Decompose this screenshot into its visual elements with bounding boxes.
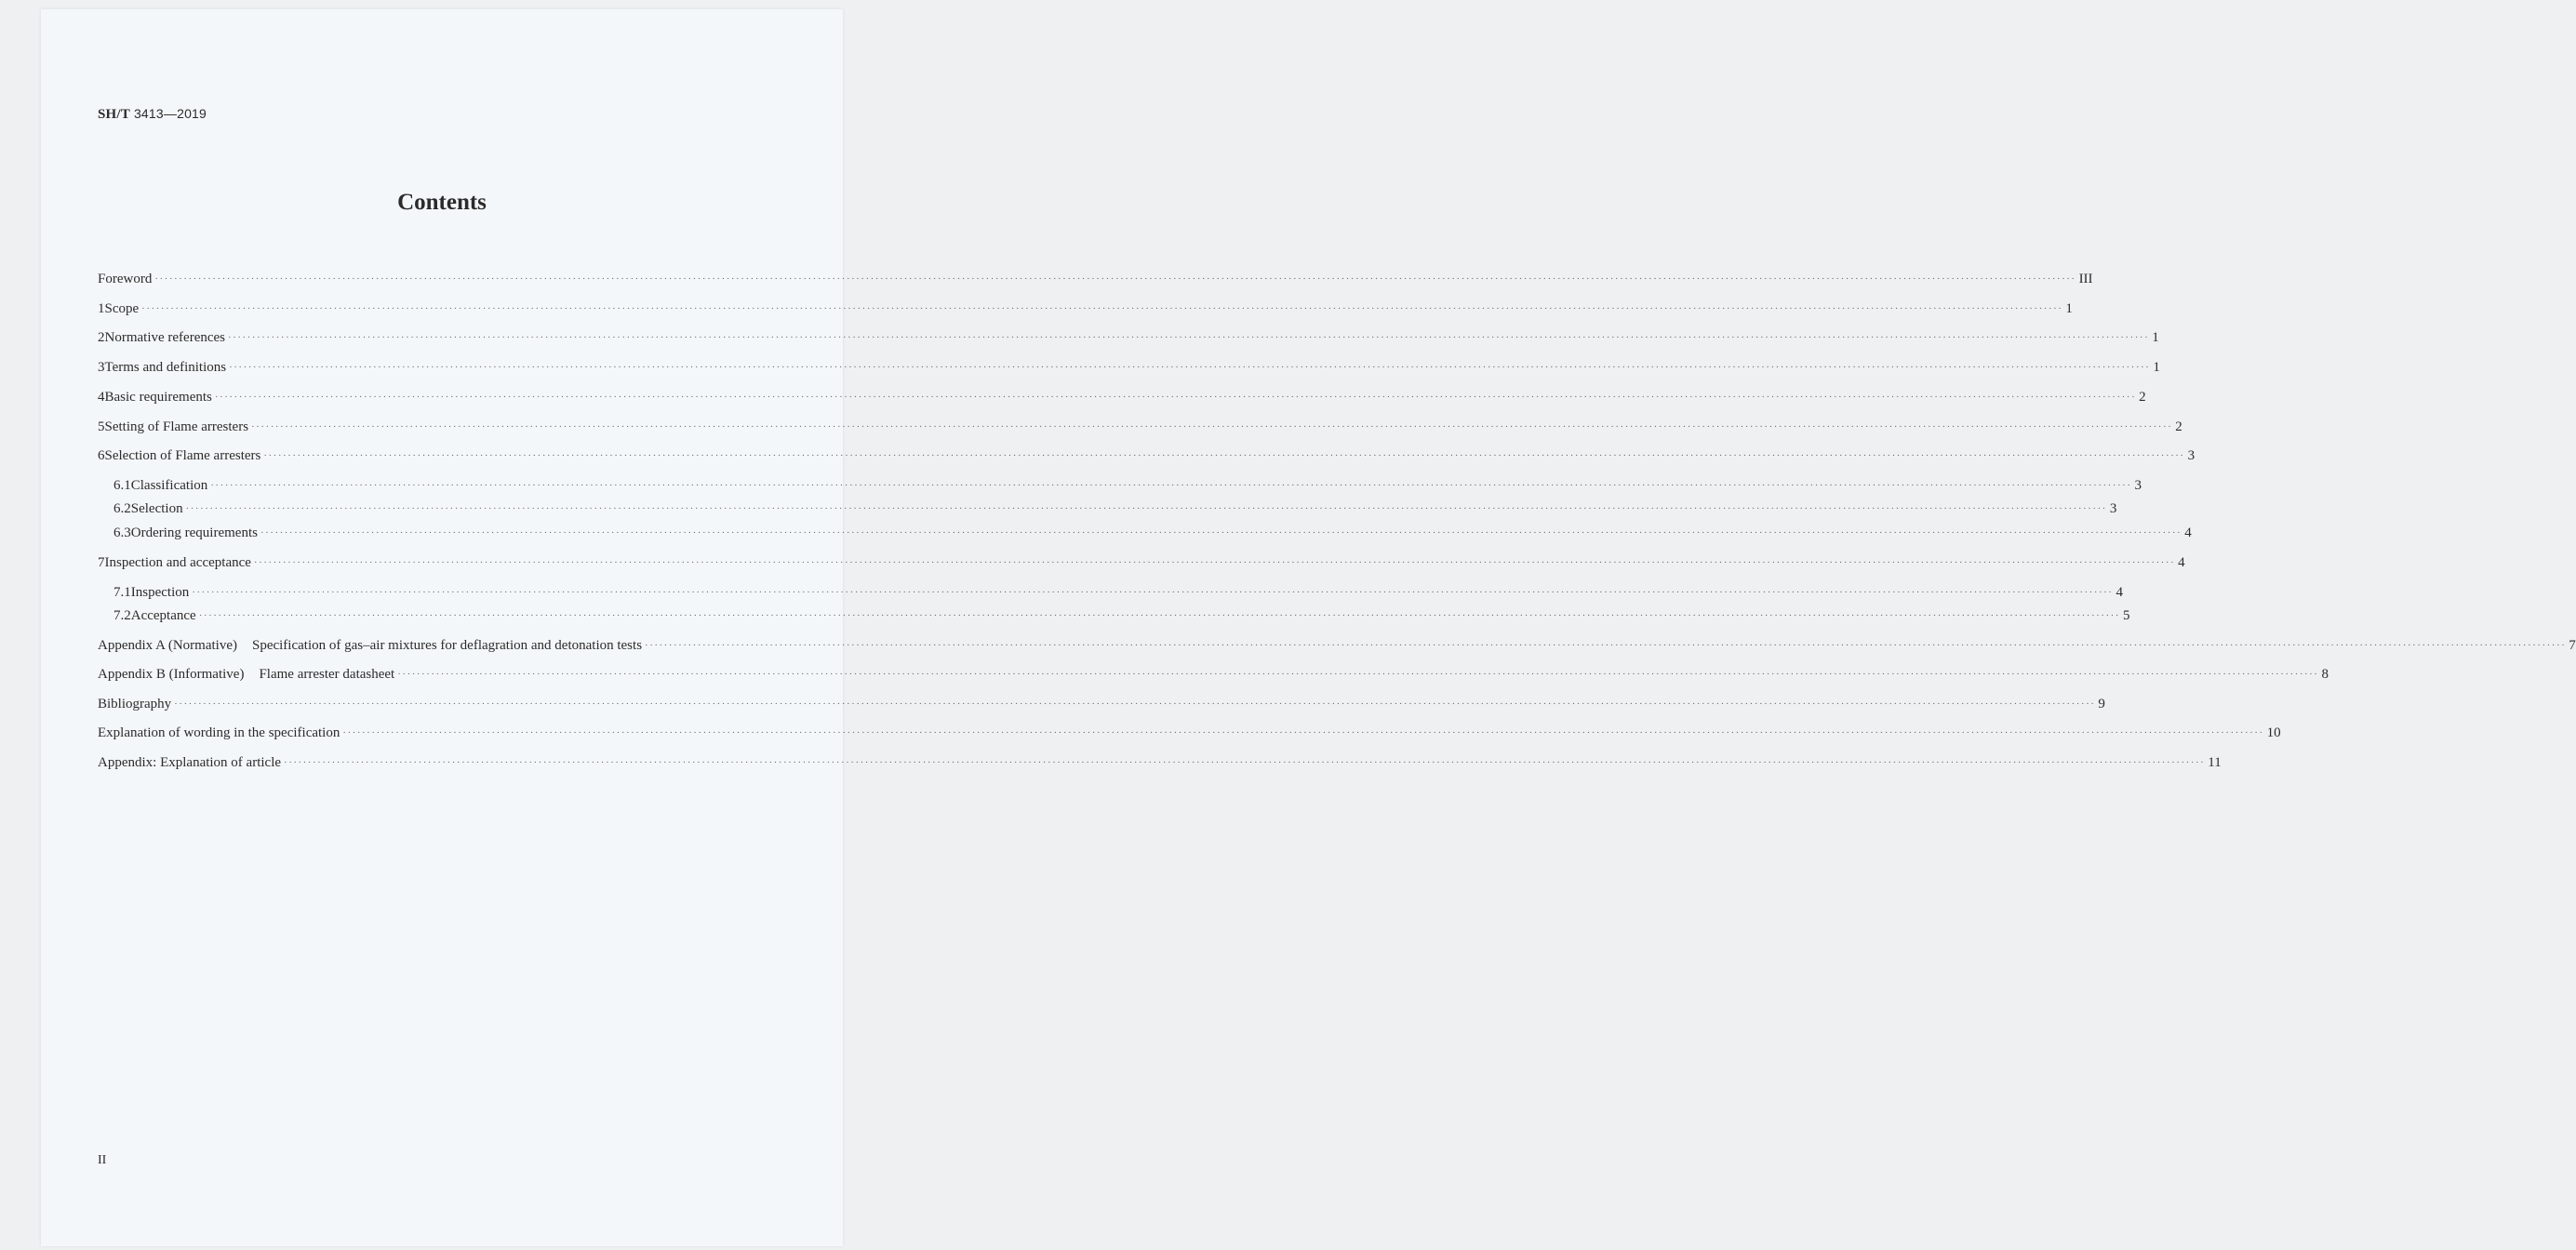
toc-entry-basic-requirements[interactable] (98, 390, 2146, 410)
toc-entry-number: 4 (98, 390, 105, 405)
toc-entry-label (98, 638, 642, 654)
toc-entry-label: Appendix: Explanation of article (98, 755, 282, 770)
toc-entry-page: 10 (2266, 725, 2281, 740)
appendix-prefix: Appendix A (Normative) (98, 638, 237, 653)
toc-entry-page: 3 (2187, 448, 2196, 463)
standard-number: 3413—2019 (133, 106, 207, 121)
toc-entry-label: Selection (130, 501, 183, 516)
toc-entry-page: 4 (2184, 525, 2192, 540)
toc-entry-page: III (2078, 272, 2093, 286)
toc-entry-label: Setting of Flame arresters (104, 419, 249, 434)
dot-leader: ················································································································································································································································································································································································································ (214, 392, 2137, 403)
appendix-prefix: Appendix B (Informative) (98, 667, 245, 682)
toc-entry-foreword[interactable] (98, 272, 2093, 292)
toc-entry-number: 5 (98, 419, 105, 434)
toc-entry-label (98, 667, 394, 683)
dot-leader: ················································································································································································································································································································································································································ (174, 698, 2096, 710)
toc-entry-page: 2 (2139, 390, 2146, 405)
toc-entry-page: 1 (2153, 360, 2160, 375)
toc-entry-page: 3 (2109, 501, 2117, 516)
toc-entry-bibliography[interactable] (98, 697, 2105, 717)
toc-entry-label: Selection of Flame arresters (104, 448, 261, 463)
toc-entry-explanation-wording[interactable] (98, 725, 2281, 746)
dot-leader: ················································································································································································································································································································································································································ (263, 450, 2185, 461)
dot-leader: ················································································································································································································································································································································································································ (251, 421, 2173, 432)
dot-leader: ················································································································································································································································································································································································································ (284, 757, 2206, 768)
toc-entry-page: 1 (2065, 301, 2073, 316)
toc-entry-label: Foreword (98, 272, 153, 286)
toc-entry-inspection[interactable] (98, 585, 2123, 605)
dot-leader: ················································································································································································································································································································································································································ (260, 527, 2182, 539)
dot-leader: ················································································································································································································································································································································································································ (228, 332, 2150, 343)
toc-entry-selection-flame-arresters[interactable] (98, 448, 2196, 469)
toc-entry-number: 2 (98, 330, 105, 345)
toc-entry-number: 1 (98, 301, 105, 316)
dot-leader: ················································································································································································································································································································································································································ (141, 303, 2063, 314)
toc-entry-selection[interactable] (98, 501, 2117, 522)
toc-entry-label: Bibliography (98, 697, 172, 711)
toc-entry-label: Inspection (130, 585, 190, 600)
dot-leader: ················································································································································································································································································································································································································ (210, 480, 2132, 491)
toc-entry-page: 8 (2321, 667, 2329, 682)
toc-entry-page: 3 (2134, 478, 2142, 493)
toc-entry-ordering-requirements[interactable] (98, 525, 2192, 546)
toc-entry-acceptance[interactable] (98, 608, 2130, 629)
dot-leader: ················································································································································································································································································································································································································ (198, 610, 2120, 621)
toc-entry-number: 7.2 (113, 608, 131, 623)
page-title: Contents (397, 190, 487, 215)
dot-leader: ················································································································································································································································································································································································································ (154, 273, 2076, 285)
toc-entry-page: 5 (2122, 608, 2130, 623)
toc-entry-number: 6.2 (113, 501, 131, 516)
dot-leader: ················································································································································································································································································································································································································ (253, 557, 2176, 568)
toc-entry-page: 2 (2175, 419, 2182, 434)
toc-entry-terms-definitions[interactable] (98, 360, 2160, 380)
dot-leader: ················································································································································································································································································································································································································ (229, 362, 2151, 373)
toc-entry-appendix-b[interactable] (98, 667, 2329, 687)
appendix-title: Flame arrester datasheet (259, 667, 395, 682)
toc-entry-label: Inspection and acceptance (104, 555, 251, 570)
appendix-title: Specification of gas–air mixtures for deflagration and detonation tests (251, 638, 643, 653)
toc-entry-page: 9 (2098, 697, 2105, 711)
dot-leader: ················································································································································································································································································································································································································ (645, 640, 2567, 651)
toc-entry-page: 1 (2152, 330, 2159, 345)
toc-entry-label: Acceptance (130, 608, 196, 623)
standard-code (98, 106, 207, 123)
toc-entry-label: Ordering requirements (130, 525, 258, 540)
toc-entry-page: 4 (2178, 555, 2185, 570)
toc-entry-classification[interactable] (98, 478, 2142, 499)
toc-entry-label: Normative references (104, 330, 226, 345)
toc-entry-label: Explanation of wording in the specification (98, 725, 340, 740)
dot-leader: ················································································································································································································································································································································································································ (397, 669, 2319, 680)
toc-entry-normative-references[interactable] (98, 330, 2159, 351)
toc-entry-label: Classification (130, 478, 208, 493)
page-number: II (98, 1153, 107, 1167)
toc-entry-number: 6 (98, 448, 105, 463)
toc-entry-number: 6.3 (113, 525, 131, 540)
toc-entry-setting-flame-arresters[interactable] (98, 419, 2182, 440)
toc-entry-appendix-a[interactable] (98, 638, 2576, 658)
toc-entry-number: 6.1 (113, 478, 131, 493)
toc-entry-number: 7 (98, 555, 105, 570)
toc-entry-number: 7.1 (113, 585, 131, 600)
dot-leader: ················································································································································································································································································································································································································ (185, 503, 2107, 514)
dot-leader: ················································································································································································································································································································································································································ (192, 587, 2114, 598)
toc-entry-inspection-acceptance[interactable] (98, 555, 2185, 576)
toc-entry-label: Terms and definitions (104, 360, 227, 375)
toc-entry-label: Basic requirements (104, 390, 212, 405)
toc-entry-label: Scope (104, 301, 140, 316)
toc-entry-page: 4 (2116, 585, 2123, 600)
standard-prefix: SH/T (98, 107, 130, 122)
toc-entry-scope[interactable] (98, 301, 2073, 322)
toc-entry-explanation-article[interactable] (98, 755, 2222, 776)
toc-entry-page: 7 (2569, 638, 2576, 653)
toc-entry-page: 11 (2208, 755, 2222, 770)
toc-entry-number: 3 (98, 360, 105, 375)
dot-leader: ················································································································································································································································································································································································································ (342, 727, 2264, 738)
